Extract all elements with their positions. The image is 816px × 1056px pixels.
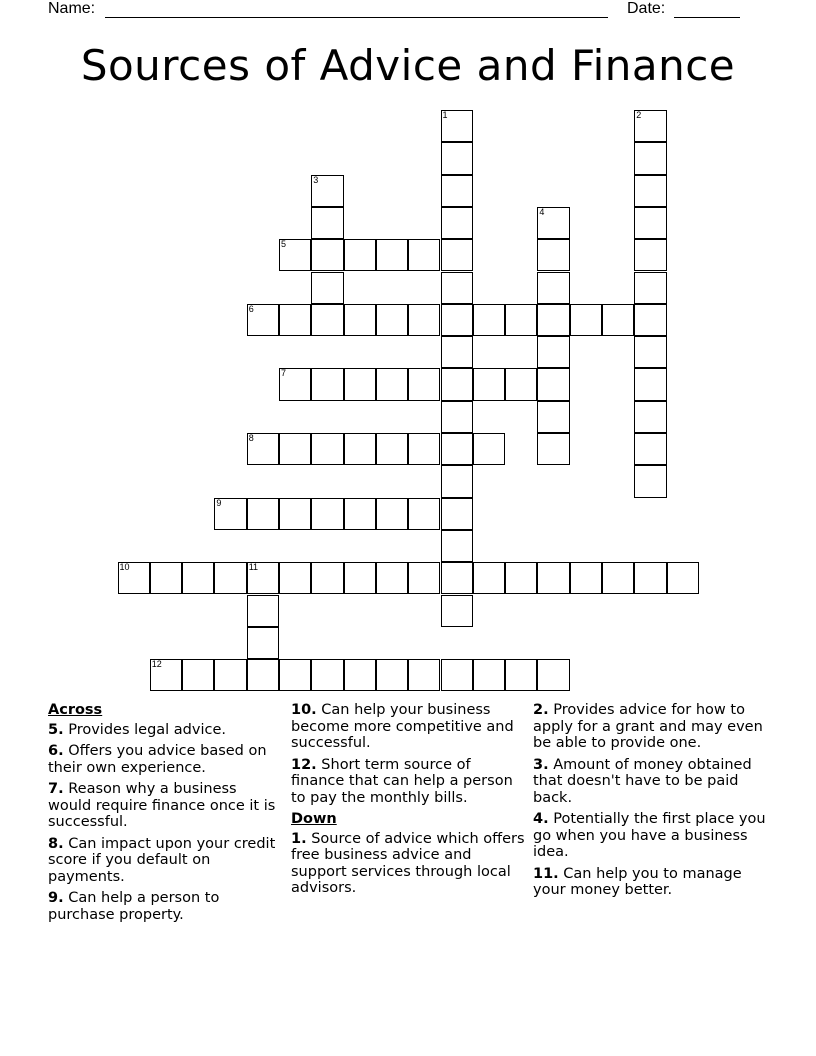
clue-across-10 [291,702,527,752]
crossword-cell[interactable] [247,498,279,530]
crossword-cell[interactable] [634,401,666,433]
crossword-cell[interactable] [247,659,279,691]
crossword-cell[interactable] [602,562,634,594]
across-heading: Across [48,702,103,718]
crossword-cell[interactable] [473,368,505,400]
crossword-cell[interactable] [441,368,473,400]
crossword-cell[interactable] [344,368,376,400]
clue-column-2 [291,702,527,902]
clue-across-5 [48,722,284,739]
clue-text: Can help your business become more competitive and successful. [291,702,514,751]
crossword-cell[interactable] [247,627,279,659]
crossword-cell[interactable] [634,142,666,174]
crossword-cell[interactable] [344,239,376,271]
crossword-cell[interactable] [247,595,279,627]
clue-number-label: 12 [151,659,162,670]
clue-number-label: 9 [216,497,222,508]
crossword-cell[interactable] [441,175,473,207]
crossword-cell[interactable] [441,401,473,433]
crossword-cell[interactable] [279,498,311,530]
clue-across-9 [48,890,284,923]
clue-number-label: 6 [248,303,254,314]
crossword-cell[interactable] [537,433,569,465]
crossword-cell[interactable] [408,498,440,530]
crossword-cell[interactable] [408,239,440,271]
clue-text: Provides advice for how to apply for a grant and may even be able to provide one. [533,702,763,751]
crossword-cell[interactable] [441,304,473,336]
clue-number-label: 2 [636,110,642,120]
crossword-cell[interactable] [441,207,473,239]
clue-text: Can help a person to purchase property. [48,890,220,923]
clue-down-11 [533,866,771,899]
crossword-cell[interactable] [634,175,666,207]
crossword-cell[interactable] [537,562,569,594]
clue-number: 12. [291,756,317,773]
crossword-cell[interactable] [376,498,408,530]
crossword-cell[interactable] [473,659,505,691]
clue-text: Source of advice which offers free business advice and support services through local advisors. [291,830,525,896]
crossword-cell[interactable] [537,239,569,271]
crossword-cell[interactable] [408,368,440,400]
clue-column-3 [533,702,771,904]
date-label: Date: [627,0,666,17]
crossword-cell[interactable] [634,368,666,400]
crossword-cell[interactable] [376,562,408,594]
crossword-cell[interactable] [150,659,182,691]
crossword-cell[interactable] [634,239,666,271]
clue-number-label: 11 [248,562,259,573]
clue-number-label: 1 [442,110,448,120]
clue-number-label: 3 [313,174,319,185]
crossword-cell[interactable] [634,562,666,594]
clue-number: 4. [533,811,549,827]
clue-number-label: 7 [281,368,287,379]
crossword-cell[interactable] [344,498,376,530]
clue-text: Reason why a business would require finance once it is successful. [48,781,276,830]
crossword-cell[interactable] [537,336,569,368]
crossword-cell[interactable] [570,304,602,336]
clue-across-8 [48,836,284,886]
crossword-cell[interactable] [505,659,537,691]
crossword-cell[interactable] [344,562,376,594]
crossword-cell[interactable] [537,368,569,400]
crossword-cell[interactable] [344,433,376,465]
crossword-cell[interactable] [247,433,279,465]
clue-column-1 [48,702,284,928]
clue-text: Amount of money obtained that doesn't have to be paid back. [533,756,752,806]
clue-number: 2. [533,702,549,718]
clue-number: 8. [48,835,64,852]
crossword-cell[interactable] [408,659,440,691]
crossword-cell[interactable] [279,659,311,691]
crossword-cell[interactable] [279,239,311,271]
crossword-cell[interactable] [441,272,473,304]
crossword-cell[interactable] [570,562,602,594]
down-heading: Down [291,811,337,827]
crossword-cell[interactable] [214,659,246,691]
crossword-cell[interactable] [634,110,666,142]
page-title: Sources of Advice and Finance [80,41,736,90]
clue-text: Potentially the first place you go when you have a business idea. [533,811,766,860]
crossword-cell[interactable] [408,304,440,336]
crossword-cell[interactable] [182,562,214,594]
crossword-cell[interactable] [182,659,214,691]
name-label: Name: [48,0,96,17]
clue-text: Provides legal advice. [68,721,226,738]
clue-number: 6. [48,743,64,759]
crossword-cell[interactable] [505,368,537,400]
crossword-cell[interactable] [441,562,473,594]
clue-across-7 [48,781,284,831]
crossword-cell[interactable] [634,207,666,239]
crossword-cell[interactable] [344,659,376,691]
crossword-cell[interactable] [311,498,343,530]
crossword-cell[interactable] [441,239,473,271]
crossword-cell[interactable] [634,465,666,497]
crossword-cell[interactable] [311,304,343,336]
crossword-cell[interactable] [441,659,473,691]
crossword-cell[interactable] [344,304,376,336]
clue-down-1 [291,831,527,897]
crossword-cell[interactable] [634,304,666,336]
clue-text: Can impact upon your credit score if you default on payments. [48,835,276,885]
crossword-cell[interactable] [247,562,279,594]
crossword-cell[interactable] [634,272,666,304]
crossword-cell[interactable] [376,239,408,271]
crossword-cell[interactable] [667,562,699,594]
clue-number-label: 8 [248,433,254,443]
crossword-cell[interactable] [441,498,473,530]
crossword-cell[interactable] [408,433,440,465]
crossword-cell[interactable] [537,659,569,691]
crossword-cell[interactable] [505,562,537,594]
crossword-cell[interactable] [441,530,473,562]
clue-number: 10. [291,702,317,718]
crossword-cell[interactable] [311,368,343,400]
crossword-cell[interactable] [311,272,343,304]
crossword-cell[interactable] [602,304,634,336]
crossword-cell[interactable] [311,239,343,271]
clue-number: 7. [48,781,64,797]
crossword-cell[interactable] [150,562,182,594]
crossword-cell[interactable] [376,433,408,465]
crossword-cell[interactable] [247,304,279,336]
clue-down-2 [533,702,771,752]
crossword-cell[interactable] [473,562,505,594]
clue-number: 1. [291,830,307,847]
crossword-cell[interactable] [311,207,343,239]
clue-number-label: 4 [539,206,545,217]
crossword-cell[interactable] [279,562,311,594]
crossword-cell[interactable] [537,207,569,239]
crossword-cell[interactable] [537,272,569,304]
crossword-cell[interactable] [441,465,473,497]
clue-number-label: 10 [119,562,130,573]
crossword-cell[interactable] [376,304,408,336]
crossword-cell[interactable] [473,304,505,336]
crossword-cell[interactable] [376,659,408,691]
crossword-cell[interactable] [311,562,343,594]
crossword-cell[interactable] [311,659,343,691]
crossword-cell[interactable] [634,336,666,368]
crossword-cell[interactable] [279,368,311,400]
clue-text: Short term source of finance that can help a person to pay the monthly bills. [291,756,513,806]
crossword-cell[interactable] [441,142,473,174]
clue-number: 9. [48,890,64,906]
crossword-cell[interactable] [118,562,150,594]
clue-text: Can help you to manage your money better. [533,865,742,898]
crossword-cell[interactable] [311,175,343,207]
crossword-cell[interactable] [505,304,537,336]
crossword-cell[interactable] [537,401,569,433]
crossword-cell[interactable] [634,433,666,465]
clue-down-4 [533,811,771,861]
crossword-cell[interactable] [441,595,473,627]
crossword-cell[interactable] [408,562,440,594]
crossword-cell[interactable] [441,433,473,465]
clue-number: 5. [48,721,64,738]
clue-number-label: 5 [281,239,287,250]
crossword-cell[interactable] [311,433,343,465]
crossword-cell[interactable] [279,304,311,336]
crossword-cell[interactable] [473,433,505,465]
crossword-cell[interactable] [441,110,473,142]
crossword-cell[interactable] [441,336,473,368]
crossword-cell[interactable] [214,562,246,594]
clue-number: 3. [533,756,549,773]
crossword-cell[interactable] [537,304,569,336]
clue-number: 11. [533,865,559,882]
crossword-cell[interactable] [279,433,311,465]
clue-down-3 [533,757,771,807]
clue-text: Offers you advice based on their own experience. [48,743,267,776]
crossword-cell[interactable] [214,498,246,530]
clue-across-6 [48,743,284,776]
crossword-cell[interactable] [376,368,408,400]
clue-across-12 [291,757,527,807]
